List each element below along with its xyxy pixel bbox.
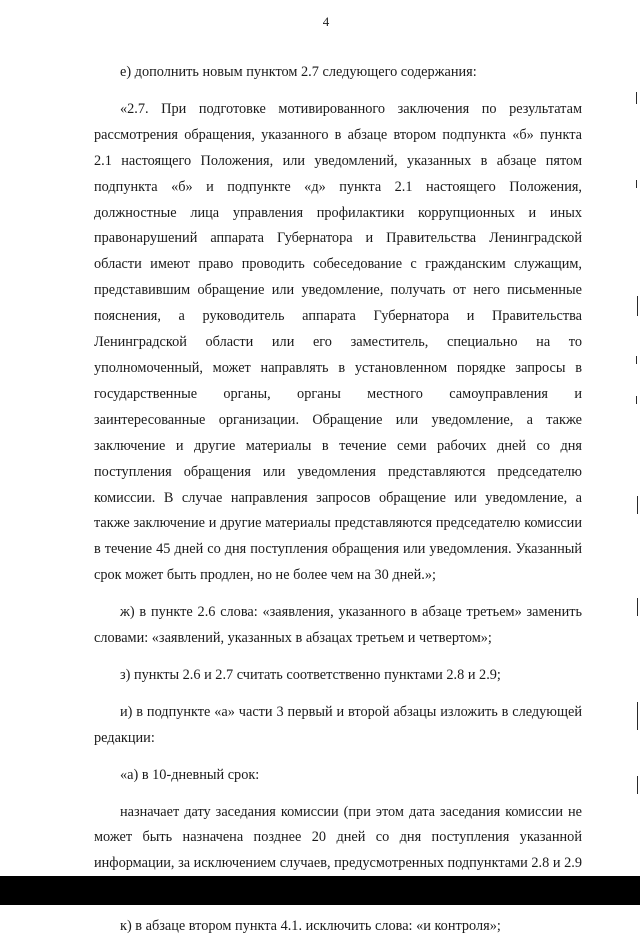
paragraph-i: и) в подпункте «а» части 3 первый и второй абзацы изложить в следующей редакции:: [94, 703, 582, 746]
paragraph-z: з) пункты 2.6 и 2.7 считать соответственно пунктами 2.8 и 2.9;: [120, 666, 501, 683]
scan-mark: [637, 598, 638, 616]
scan-bottom-border: [0, 876, 640, 905]
scan-mark: [636, 92, 637, 104]
scan-mark: [637, 496, 638, 514]
scan-mark: [637, 702, 638, 730]
scan-mark: [637, 296, 638, 316]
page-number: 4: [322, 14, 330, 29]
paragraph-k: к) в абзаце втором пункта 4.1. исключить слова: «и контроля»;: [120, 918, 501, 935]
scan-mark: [636, 180, 637, 188]
paragraph-a: «а) в 10-дневный срок:: [120, 766, 260, 783]
scan-mark: [637, 776, 638, 794]
paragraph-naznachaet: назначает дату заседания комиссии (при этом дата заседания комиссии не может быть назначена позднее 20 дней со дня поступления указанной информации, за исключением случаев, предусмотренных подпунктами 2.8 и 2.9: [94, 803, 582, 872]
scan-mark: [636, 356, 637, 364]
paragraph-zh: ж) в пункте 2.6 слова: «заявления, указанного в абзаце третьем» заменить словами: «заявлений, указанных в абзацах третьем и четвертом»;: [94, 604, 582, 647]
paragraph-e: е) дополнить новым пунктом 2.7 следующего содержания:: [120, 64, 477, 80]
document-body: [94, 60, 582, 940]
paragraph-2-7: «2.7. При подготовке мотивированного заключения по результатам рассмотрения обращения, указанного в абзаце втором подпункта «б» пункта 2.1 настоящего Положения, или уведомлений, указанных в абзаце пятом подпункта «б» и подпункте «д» пункта 2.1 настоящего Положения, должностные лица управления профилактики коррупционных и иных правонарушений аппарата Губернатора и Правительства Ленинградской области имеют право проводить собеседование с гражданским служащим, представившим обращение или уведомление, получать от него письменные пояснения, а руководитель аппарата Губернатора и Правительства Ленинградской области или его заместитель, специально на то уполномоченный, может направлять в установленном порядке запросы в государственные органы, органы местного самоуправления и заинтересованные организации. Обращение или уведомление, а также заключение и другие материалы в течение семи рабочих дней со дня поступления обращения или уведомления представляются председателю комиссии. В случае направления запросов обращение или уведомление, а также заключение и другие материалы представляются председателю комиссии в течение 45 дней со дня поступления обращения или уведомления. Указанный срок может быть продлен, но не более чем на 30 дней.»;: [94, 100, 582, 584]
scan-mark: [636, 396, 637, 404]
